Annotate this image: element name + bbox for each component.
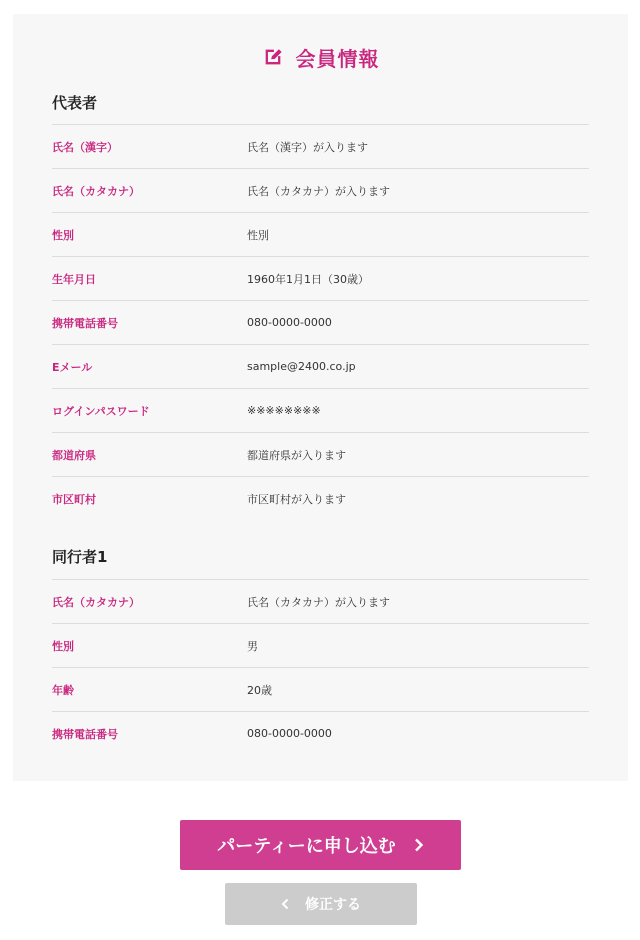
row-value: 都道府県が入ります xyxy=(247,448,346,462)
info-row xyxy=(52,212,589,256)
representative-rows xyxy=(52,124,589,520)
row-label: 氏名（カタカナ） xyxy=(52,595,140,609)
row-value: 080-0000-0000 xyxy=(247,727,332,740)
row-label: 携帯電話番号 xyxy=(52,727,118,741)
row-label: 携帯電話番号 xyxy=(52,316,118,330)
row-value: 1960年1月1日（30歳） xyxy=(247,272,369,286)
companion-rows xyxy=(52,579,589,755)
edit-button-label: 修正する xyxy=(305,897,361,913)
info-row xyxy=(52,344,589,388)
row-value: 20歳 xyxy=(247,683,272,697)
row-value: 性別 xyxy=(247,228,269,242)
row-label: Eメール xyxy=(52,360,93,374)
apply-party-label: パーティーに申し込む xyxy=(217,836,396,857)
info-row xyxy=(52,124,589,168)
row-value: 男 xyxy=(247,639,258,653)
apply-party-button[interactable] xyxy=(180,820,461,870)
page-title: 会員情報 xyxy=(295,46,380,71)
edit-button[interactable] xyxy=(225,883,417,925)
info-row xyxy=(52,711,589,755)
row-label: 年齢 xyxy=(52,683,74,697)
info-row xyxy=(52,667,589,711)
info-row xyxy=(52,256,589,300)
row-label: 市区町村 xyxy=(52,492,96,506)
row-label: 性別 xyxy=(52,228,74,242)
row-label: 性別 xyxy=(52,639,74,653)
info-row xyxy=(52,432,589,476)
row-label: 都道府県 xyxy=(52,448,96,462)
page-heading xyxy=(13,42,628,72)
row-label: ログインパスワード xyxy=(52,404,150,418)
edit-icon xyxy=(262,46,284,68)
info-row xyxy=(52,168,589,212)
row-value: 080-0000-0000 xyxy=(247,316,332,329)
info-row xyxy=(52,476,589,520)
row-value: 市区町村が入ります xyxy=(247,492,346,506)
row-value: 氏名（漢字）が入ります xyxy=(247,140,368,154)
info-row xyxy=(52,623,589,667)
row-value: 氏名（カタカナ）が入ります xyxy=(247,184,390,198)
row-label: 氏名（漢字） xyxy=(52,140,118,154)
chevron-right-icon xyxy=(414,838,424,852)
row-value: ※※※※※※※※ xyxy=(247,404,321,417)
info-row xyxy=(52,388,589,432)
info-row xyxy=(52,300,589,344)
row-value: 氏名（カタカナ）が入ります xyxy=(247,595,390,609)
section-title-representative: 代表者 xyxy=(52,94,98,112)
row-value: sample@2400.co.jp xyxy=(247,360,356,373)
section-title-companion: 同行者1 xyxy=(52,548,108,566)
info-row xyxy=(52,579,589,623)
chevron-left-icon xyxy=(281,898,289,910)
row-label: 氏名（カタカナ） xyxy=(52,184,140,198)
member-info-panel xyxy=(13,14,628,781)
row-label: 生年月日 xyxy=(52,272,96,286)
